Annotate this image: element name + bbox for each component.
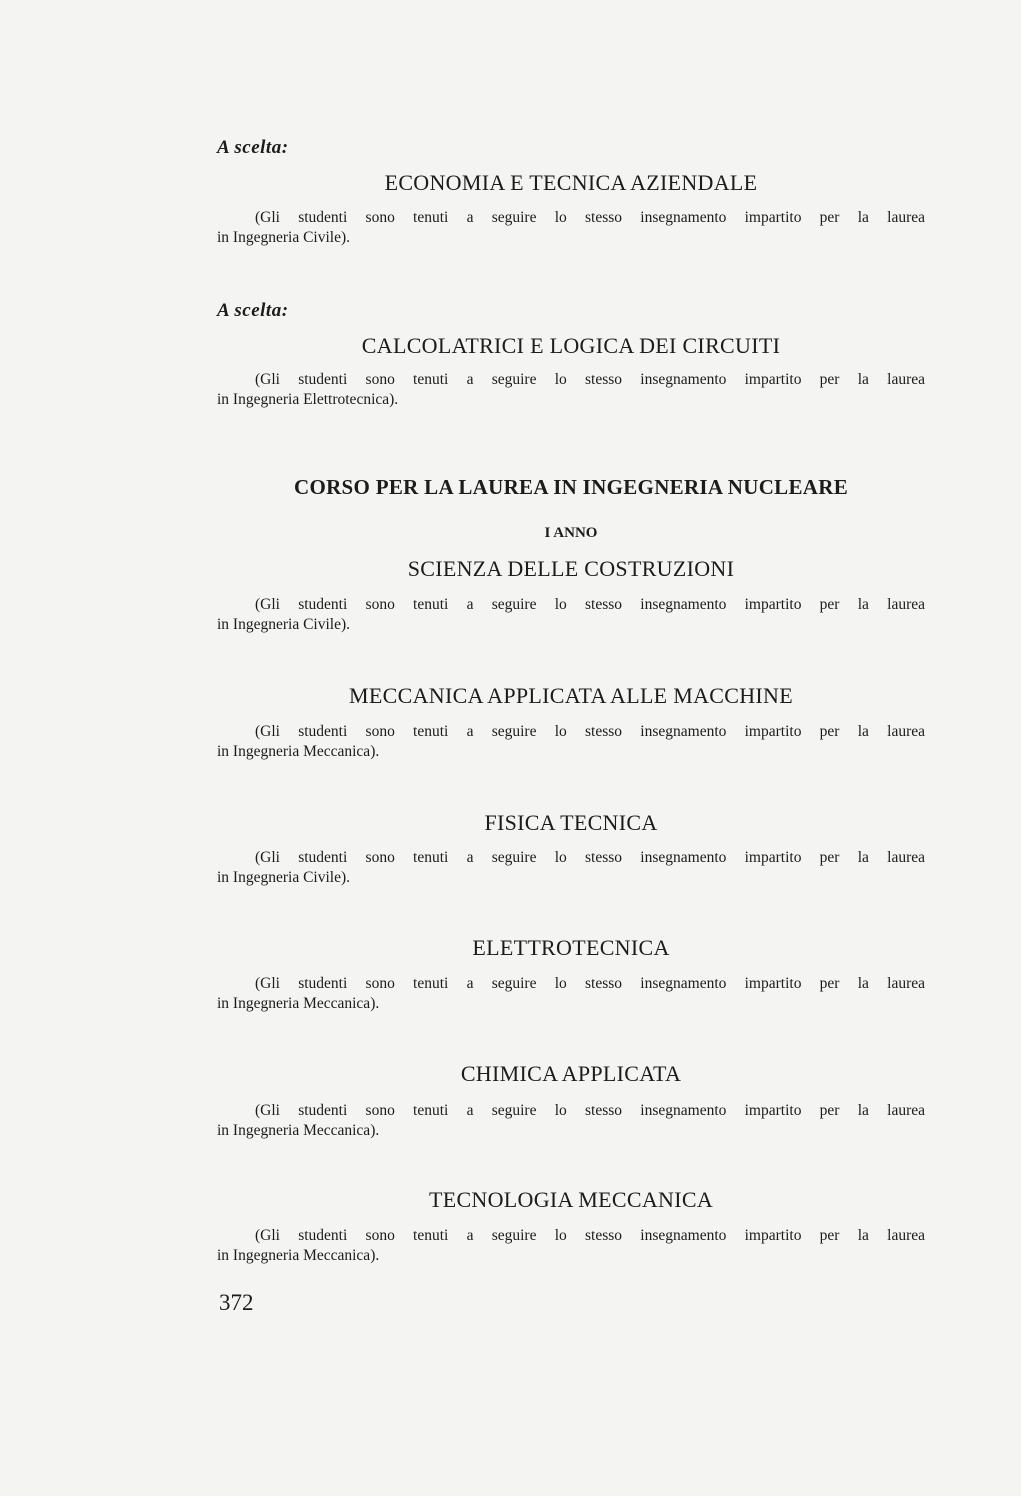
section-title: CALCOLATRICI E LOGICA DEI CIRCUITI — [361, 333, 781, 358]
note-line: in Ingegneria Meccanica). — [217, 1122, 380, 1139]
subject-note — [217, 848, 925, 888]
subject-title: FISICA TECNICA — [484, 810, 658, 835]
note-line: (Gli studenti sono tenuti a seguire lo stesso insegnamento impartito per la laurea — [255, 371, 925, 388]
note-line: in Ingegneria Civile). — [217, 616, 350, 633]
subject-title: CHIMICA APPLICATA — [460, 1061, 682, 1086]
course-title: CORSO PER LA LAUREA IN INGEGNERIA NUCLEARE — [293, 475, 849, 499]
subject-title: TECNOLOGIA MECCANICA — [428, 1187, 714, 1212]
subject-note — [217, 974, 925, 1014]
note-line: (Gli studenti sono tenuti a seguire lo stesso insegnamento impartito per la laurea — [255, 723, 925, 740]
note-line: (Gli studenti sono tenuti a seguire lo stesso insegnamento impartito per la laurea — [255, 209, 925, 226]
note-line: (Gli studenti sono tenuti a seguire lo stesso insegnamento impartito per la laurea — [255, 975, 925, 992]
section-note — [217, 370, 925, 410]
note-line: (Gli studenti sono tenuti a seguire lo stesso insegnamento impartito per la laurea — [255, 849, 925, 866]
note-line: in Ingegneria Civile). — [217, 869, 350, 886]
subject-title: SCIENZA DELLE COSTRUZIONI — [407, 556, 735, 581]
note-line: in Ingegneria Elettrotecnica). — [217, 391, 399, 408]
section-title: ECONOMIA E TECNICA AZIENDALE — [384, 170, 758, 195]
note-line: (Gli studenti sono tenuti a seguire lo stesso insegnamento impartito per la laurea — [255, 1227, 925, 1244]
subject-title: MECCANICA APPLICATA ALLE MACCHINE — [349, 683, 793, 708]
subject-note — [217, 722, 925, 762]
note-line: (Gli studenti sono tenuti a seguire lo stesso insegnamento impartito per la laurea — [255, 596, 925, 613]
year-label: I ANNO — [544, 525, 598, 541]
note-line: in Ingegneria Meccanica). — [217, 995, 380, 1012]
subject-note — [217, 595, 925, 635]
choice-label: A scelta: — [217, 137, 289, 158]
subject-note — [217, 1101, 925, 1141]
note-line: in Ingegneria Civile). — [217, 229, 350, 246]
choice-label: A scelta: — [217, 300, 289, 321]
subject-note — [217, 1226, 925, 1266]
note-line: in Ingegneria Meccanica). — [217, 1247, 380, 1264]
page-number: 372 — [219, 1290, 254, 1315]
subject-title: ELETTROTECNICA — [472, 935, 670, 960]
note-line: (Gli studenti sono tenuti a seguire lo stesso insegnamento impartito per la laurea — [255, 1102, 925, 1119]
note-line: in Ingegneria Meccanica). — [217, 743, 380, 760]
section-note — [217, 208, 925, 248]
